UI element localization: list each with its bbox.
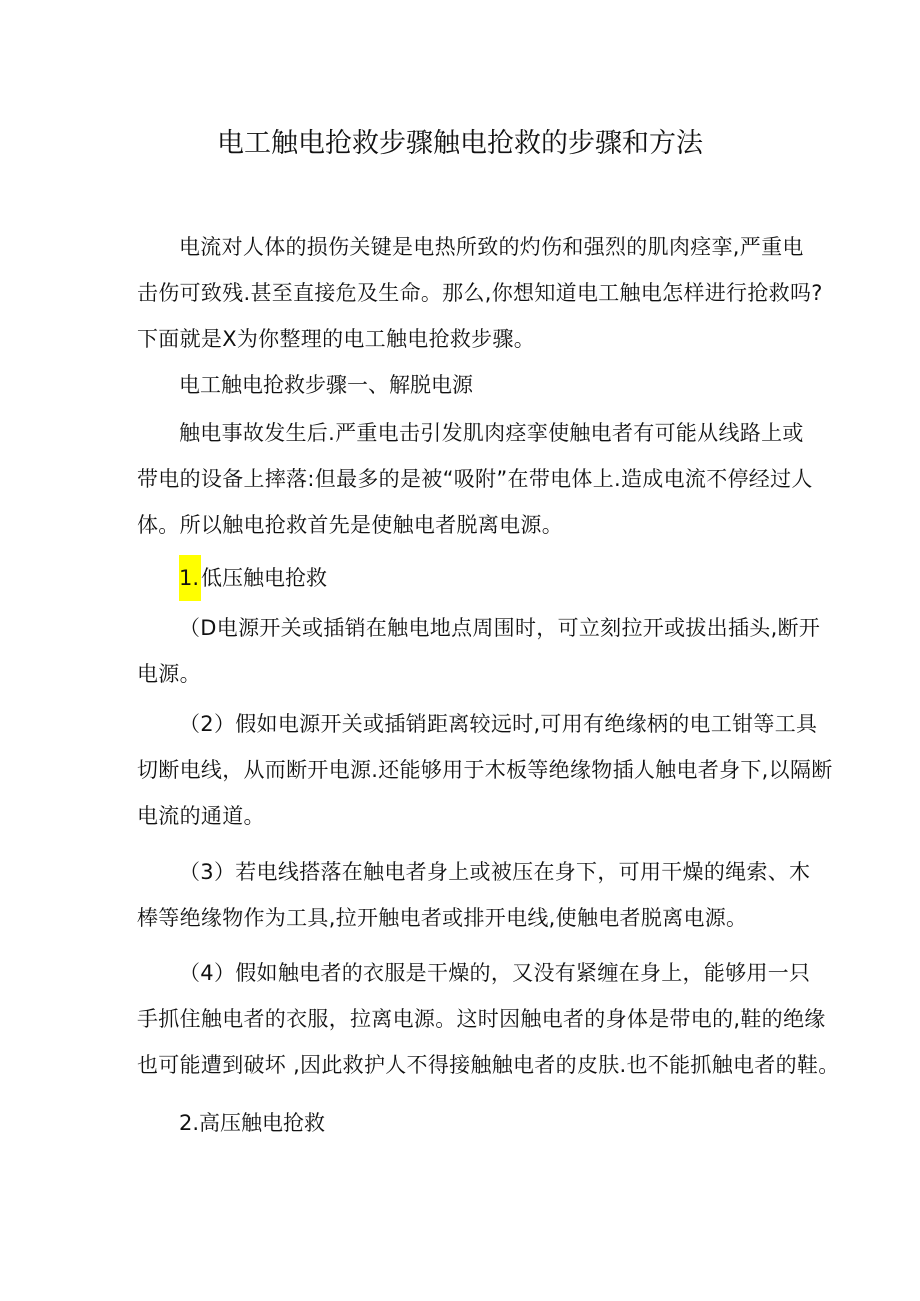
item-4-paragraph [137, 950, 840, 1088]
document-title: 电工触电抢救步骤触电抢救的步骤和方法 [217, 128, 703, 159]
step-one-heading: 电工触电抢救步骤一、解脱电源 [179, 373, 473, 397]
item-1-paragraph [137, 605, 821, 697]
step-one-paragraph [137, 410, 813, 548]
item-1-line-2: 电源。 [137, 662, 201, 686]
item-3-line-2: 棒等绝缘物作为工具,拉开触电者或排开电线,使触电者脱离电源。 [137, 906, 748, 930]
item-4-line-1: （4）假如触电者的衣服是干燥的，又没有紧缠在身上，能够用一只 [179, 961, 811, 985]
item-2-paragraph [137, 701, 833, 839]
item-3-paragraph [137, 849, 811, 941]
item-2-line-3: 电流的通道。 [137, 804, 265, 828]
item-4-line-3: 也可能遭到破坏 ,因此救护人不得接触触电者的皮肤.也不能抓触电者的鞋。 [137, 1053, 840, 1077]
high-voltage-heading: 2.高压触电抢救 [179, 1111, 326, 1135]
item-2-line-1: （2）假如电源开关或插销距离较远时,可用有绝缘柄的电工钳等工具 [179, 712, 818, 736]
intro-line-2: 击伤可致残.甚至直接危及生命。那么,你想知道电工触电怎样进行抢救吗? [137, 281, 823, 305]
step-one-line-3: 体。所以触电抢救首先是使触电者脱离电源。 [137, 513, 563, 537]
item-3-line-1: （3）若电线搭落在触电者身上或被压在身下，可用干燥的绳索、木 [179, 860, 811, 884]
intro-line-3: 下面就是X为你整理的电工触电抢救步骤。 [137, 327, 536, 351]
item-1-line-1: （D电源开关或插销在触电地点周围时，可立刻拉开或拔出插头,断开 [179, 616, 821, 640]
step-one-line-2: 带电的设备上摔落:但最多的是被“吸附”在带电体上.造成电流不停经过人 [137, 467, 813, 491]
item-2-line-2: 切断电线，从而断开电源.还能够用于木板等绝缘物插人触电者身下,以隔断 [137, 758, 833, 782]
step-one-line-1: 触电事故发生后.严重电击引发肌肉痉挛使触电者有可能从线路上或 [179, 421, 804, 445]
intro-line-1: 电流对人体的损伤关键是电热所致的灼伤和强烈的肌肉痉挛,严重电 [179, 235, 804, 259]
item-4-line-2: 手抓住触电者的衣服，拉离电源。这时因触电者的身体是带电的,鞋的绝缘 [137, 1007, 826, 1031]
low-voltage-label: 低压触电抢救 [201, 566, 327, 590]
low-voltage-heading [179, 555, 327, 601]
intro-paragraph [137, 224, 823, 362]
low-voltage-marker-highlight: 1. [179, 555, 201, 601]
